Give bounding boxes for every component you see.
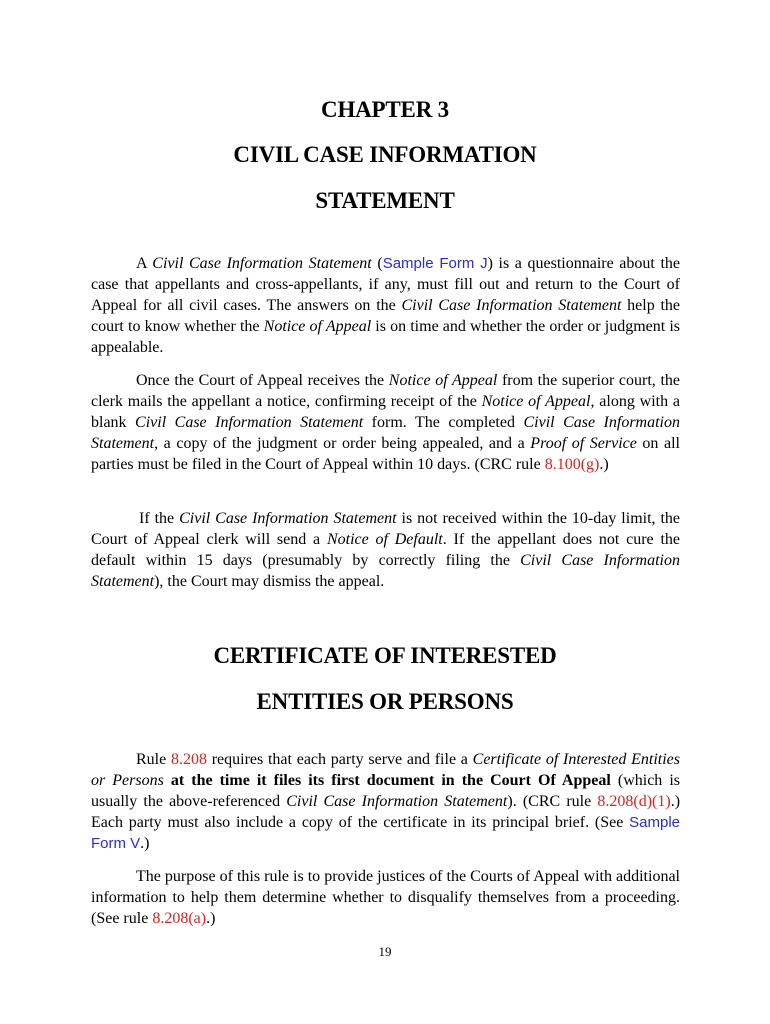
section-title-line-1: CERTIFICATE OF INTERESTED bbox=[213, 643, 557, 668]
paragraph-4: Rule 8.208 requires that each party serve and file a Certificate of Interested Entities or Persons at the time it files its first document in the Court Of Appeal (which is usually the above-referenced Civil Case Information Statement). (CRC rule 8.208(d)(1).) Each party must also include a copy of the certificate in its principal brief. (See Sample Form V.) bbox=[91, 751, 681, 852]
rule-8-208-a-link[interactable]: 8.208(a) bbox=[152, 909, 207, 927]
sample-form-j-link[interactable]: Sample Form J bbox=[382, 255, 488, 272]
page-number: 19 bbox=[378, 944, 392, 959]
paragraph-5: The purpose of this rule is to provide justices of the Courts of Appeal with additional information to help them determine whether to disqualify themselves from a proceeding. (See rule 8.208(a).) bbox=[91, 868, 680, 927]
section-title-line-2: ENTITIES OR PERSONS bbox=[256, 689, 514, 714]
rule-8-208-d-1-link[interactable]: 8.208(d)(1) bbox=[597, 792, 671, 810]
sample-form-v-link[interactable]: Sample Form V bbox=[91, 813, 680, 852]
rule-8-100-g-link[interactable]: 8.100(g) bbox=[544, 455, 600, 473]
paragraph-1: A Civil Case Information Statement (Sample Form J) is a questionnaire about the case that appellants and cross-appellants, if any, must fill out and return to the Court of Appeal for all civil cases. The answers on the Civil Case Information Statement help the court to know whether the Notice of Appeal is on time and whether the order or judgment is appealable. bbox=[91, 255, 681, 356]
rule-8-208-link[interactable]: 8.208 bbox=[170, 751, 207, 768]
chapter-title-line-1: CIVIL CASE INFORMATION bbox=[233, 142, 537, 167]
paragraph-2: Once the Court of Appeal receives the Notice of Appeal from the superior court, the clerk mails the appellant a notice, confirming receipt of the Notice of Appeal, along with a blank Civil Case Information Statement form. The completed Civil Case Information Statement, a copy of the judgment or order being appealed, and a Proof of Service on all parties must be filed in the Court of Appeal within 10 days. (CRC rule 8.100(g).) bbox=[91, 372, 681, 473]
paragraph-3: If the Civil Case Information Statement is not received within the 10-day limit, the Court of Appeal clerk will send a Notice of Default. If the appellant does not cure the default within 15 days (presumably by correctly filing the Civil Case Information Statement), the Court may dismiss the appeal. bbox=[91, 510, 681, 590]
chapter-title-line-2: STATEMENT bbox=[315, 188, 455, 213]
chapter-label: CHAPTER 3 bbox=[321, 97, 449, 122]
